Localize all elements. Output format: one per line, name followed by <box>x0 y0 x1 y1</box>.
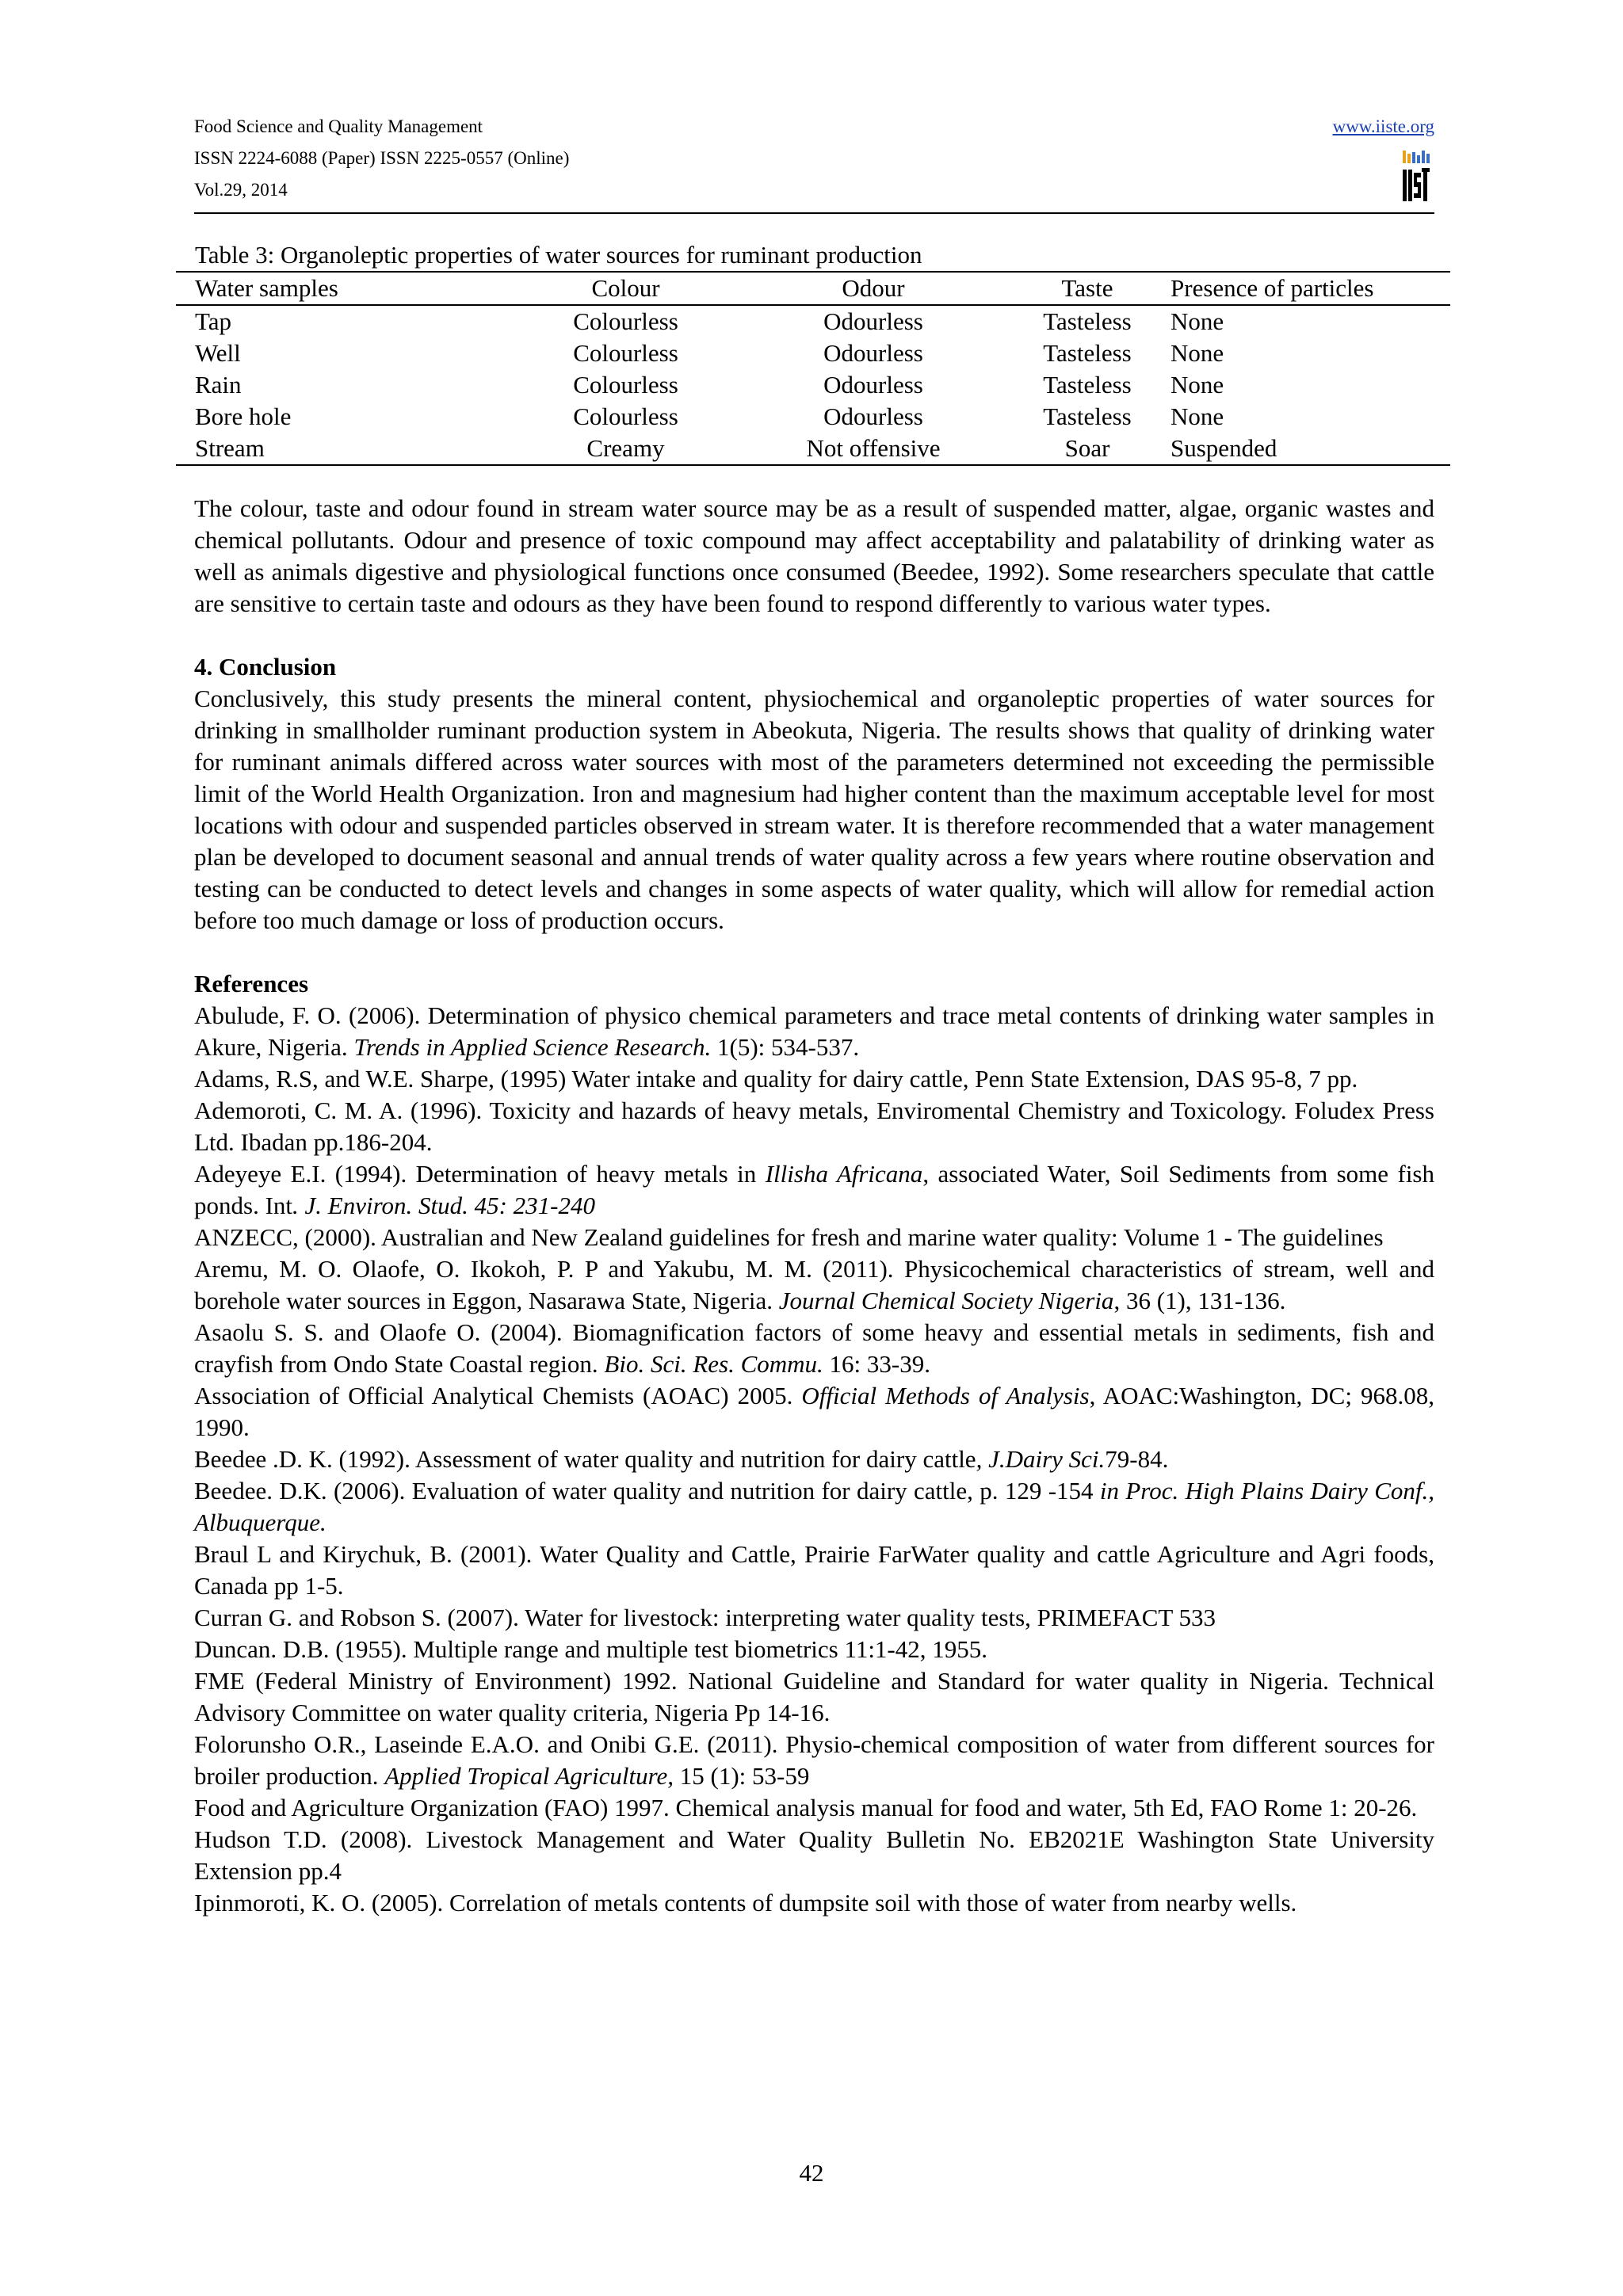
reference-list <box>194 1000 1434 1919</box>
reference-item <box>194 1444 1434 1475</box>
table-cell: Rain <box>195 371 242 399</box>
reference-text-part: Beedee .D. K. (1992). Assessment of water quality and nutrition for dairy cattle <box>194 1445 976 1473</box>
table-cell: Suspended <box>1170 434 1277 462</box>
reference-text-part: 79-84. <box>1105 1445 1169 1473</box>
reference-italic-part: Illisha Africana <box>765 1160 923 1188</box>
reference-italic-part: Trends in Applied Science Research. <box>353 1033 712 1061</box>
reference-item <box>194 1792 1434 1824</box>
discussion-paragraph: The colour, taste and odour found in stream water source may be as a result of suspended matter, algae, organic wastes and chemical pollutants. Odour and presence of toxic compound may affect acceptability and palatability of drinking water as well as animals digestive and physiological functions once consumed (Beedee, 1992). Some researchers speculate that cattle are sensitive to certain taste and odours as they have been found to respond differently to various water types. <box>194 494 1434 617</box>
journal-name: Food Science and Quality Management <box>194 116 483 136</box>
table-cell: Odourless <box>823 402 923 430</box>
column-header: Odour <box>842 274 905 302</box>
reference-item <box>194 1222 1434 1253</box>
table-cell: Bore hole <box>195 402 292 430</box>
reference-text-part: Ipinmoroti, K. O. (2005). Correlation of metals contents of dumpsite soil with those of water from nearby wells. <box>194 1889 1297 1917</box>
table-cell: Colourless <box>573 307 678 335</box>
table-cell: Colourless <box>573 339 678 367</box>
reference-item <box>194 1063 1434 1095</box>
reference-text-part: Ademoroti, C. M. A. (1996). Toxicity and hazards of heavy metals, Enviromental Chemistry and Toxicology. Foludex Press Ltd. Ibadan pp.186-204. <box>194 1097 1434 1156</box>
reference-item <box>194 1380 1434 1444</box>
organoleptic-table <box>176 271 1450 466</box>
volume-line: Vol.29, 2014 <box>194 180 288 200</box>
table-cell: None <box>1170 307 1224 335</box>
reference-text-part: 1(5): 534-537. <box>711 1033 860 1061</box>
reference-text-part: , 36 (1), 131-136. <box>1113 1287 1286 1314</box>
header-divider <box>194 212 1434 214</box>
table-cell: None <box>1170 339 1224 367</box>
table-caption: Table 3: Organoleptic properties of water sources for ruminant production <box>195 241 922 269</box>
reference-item <box>194 1095 1434 1158</box>
reference-text-part: Hudson T.D. (2008). Livestock Management and Water Quality Bulletin No. EB2021E Washington State University Extension pp.4 <box>194 1825 1434 1885</box>
reference-italic-part: Applied Tropical Agriculture, <box>384 1762 674 1790</box>
conclusion-paragraph: Conclusively, this study presents the mineral content, physiochemical and organoleptic properties of water sources for drinking in smallholder ruminant production system in Abeokuta, Nigeria. The results shows that quality of drinking water for ruminant animals differed across water sources with most of the parameters determined not exceeding the permissible limit of the World Health Organization. Iron and magnesium had higher content than the maximum acceptable level for most locations with odour and suspended particles observed in stream water. It is therefore recommended that a water management plan be developed to document seasonal and annual trends of water quality across a few years where routine observation and testing can be conducted to detect levels and changes in some aspects of water quality, which will allow for remedial action before too much damage or loss of production occurs. <box>194 685 1434 934</box>
table-cell: Tap <box>195 307 232 335</box>
references-heading: References <box>194 970 309 997</box>
reference-text-part: Duncan. D.B. (1955). Multiple range and multiple test biometrics 11:1-42, 1955. <box>194 1635 988 1663</box>
iiste-logo-icon <box>1401 149 1431 204</box>
table-cell: Colourless <box>573 371 678 399</box>
organoleptic-table-section <box>176 239 1450 466</box>
table-cell: Odourless <box>823 339 923 367</box>
reference-text-part: Curran G. and Robson S. (2007). Water for livestock: interpreting water quality tests, PRIMEFACT 533 <box>194 1604 1216 1631</box>
reference-text-part: Abulude, F. O. (2006). Determination of physico chemical parameters and trace metal contents of drinking water samples in Akure, Nigeria. <box>194 1001 1434 1061</box>
reference-italic-part: , J.Dairy Sci. <box>976 1445 1106 1473</box>
table-cell: Tasteless <box>1043 371 1132 399</box>
reference-text-part: , AOAC:Washington, DC; 968.08, 1990. <box>194 1382 1434 1441</box>
reference-text-part: 15 (1): 53-59 <box>674 1762 810 1790</box>
reference-italic-part: in Proc. High Plains Dairy Conf., Albuquerque. <box>194 1477 1434 1536</box>
reference-item <box>194 1665 1434 1729</box>
table-header-row <box>176 272 1450 305</box>
reference-italic-part: Bio. Sci. Res. Commu. <box>604 1350 823 1378</box>
conclusion-heading: 4. Conclusion <box>194 653 337 681</box>
table-cell: None <box>1170 402 1224 430</box>
table-row <box>176 305 1450 338</box>
reference-text-part: ANZECC, (2000). Australian and New Zealand guidelines for fresh and marine water quality: Volume 1 - The guidelines <box>194 1223 1384 1251</box>
reference-text-part: , associated Water, Soil Sediments from some fish ponds. Int <box>194 1160 1434 1219</box>
issn-line: ISSN 2224-6088 (Paper) ISSN 2225-0557 (Online) <box>194 148 570 168</box>
reference-italic-part: . J. Environ. Stud. 45: 231-240 <box>292 1192 595 1219</box>
reference-text-part: Adeyeye E.I. (1994). Determination of heavy metals in <box>194 1160 766 1188</box>
reference-item <box>194 1475 1434 1539</box>
table-cell: Stream <box>195 434 265 462</box>
reference-item <box>194 1158 1434 1222</box>
page-number: 42 <box>799 2159 824 2187</box>
table-row <box>176 433 1450 465</box>
reference-item <box>194 1000 1434 1063</box>
table-cell: Soar <box>1064 434 1110 462</box>
column-header: Taste <box>1061 274 1113 302</box>
table-cell: Odourless <box>823 307 923 335</box>
table-row <box>176 401 1450 433</box>
table-cell: Colourless <box>573 402 678 430</box>
table-row <box>176 369 1450 401</box>
reference-text-part: Aremu, M. O. Olaofe, O. Ikokoh, P. P and Yakubu, M. M. (2011). Physicochemical characteristics of stream, well and borehole water sources in Eggon, Nasarawa State, Nigeria. <box>194 1255 1434 1314</box>
reference-item <box>194 1253 1434 1317</box>
reference-item <box>194 1539 1434 1602</box>
reference-italic-part: Official Methods of Analysis <box>801 1382 1090 1409</box>
reference-text-part: Asaolu S. S. and Olaofe O. (2004). Biomagnification factors of some heavy and essential metals in sediments, fish and crayfish from Ondo State Coastal region. <box>194 1318 1434 1378</box>
reference-text-part: Association of Official Analytical Chemists (AOAC) 2005. <box>194 1382 802 1409</box>
table-cell: Tasteless <box>1043 402 1132 430</box>
body-content <box>194 493 1434 1919</box>
table-row <box>176 338 1450 369</box>
reference-text-part: Folorunsho O.R., Laseinde E.A.O. and Onibi G.E. (2011). Physio-chemical composition of water from different sources for broiler production. <box>194 1730 1434 1790</box>
column-header: Water samples <box>195 274 338 302</box>
reference-text-part: Adams, R.S, and W.E. Sharpe, (1995) Water intake and quality for dairy cattle, Penn State Extension, DAS 95-8, 7 pp. <box>194 1065 1358 1093</box>
table-cell: Not offensive <box>806 434 941 462</box>
table-cell: Well <box>195 339 241 367</box>
reference-text-part: Beedee. D.K. (2006). Evaluation of water quality and nutrition for dairy cattle, p. 129 -154 <box>194 1477 1100 1505</box>
reference-item <box>194 1887 1434 1919</box>
table-cell: Creamy <box>586 434 665 462</box>
table-cell: Tasteless <box>1043 307 1132 335</box>
column-header: Presence of particles <box>1170 274 1374 302</box>
table-cell: None <box>1170 371 1224 399</box>
reference-text-part: 16: 33-39. <box>823 1350 930 1378</box>
reference-text-part: Food and Agriculture Organization (FAO) 1997. Chemical analysis manual for food and water, 5th Ed, FAO Rome 1: 20-26. <box>194 1794 1418 1821</box>
journal-url-link[interactable]: www.iiste.org <box>1332 116 1434 136</box>
reference-item <box>194 1729 1434 1792</box>
table-cell: Odourless <box>823 371 923 399</box>
column-header: Colour <box>591 274 660 302</box>
reference-text-part: Braul L and Kirychuk, B. (2001). Water Quality and Cattle, Prairie FarWater quality and cattle Agriculture and Agri foods, Canada pp 1-5. <box>194 1540 1434 1600</box>
reference-item <box>194 1824 1434 1887</box>
reference-item <box>194 1602 1434 1634</box>
reference-item <box>194 1634 1434 1665</box>
reference-text-part: FME (Federal Ministry of Environment) 1992. National Guideline and Standard for water quality in Nigeria. Technical Advisory Committee on water quality criteria, Nigeria Pp 14-16. <box>194 1667 1434 1726</box>
page-header <box>194 111 1434 206</box>
table-cell: Tasteless <box>1043 339 1132 367</box>
reference-italic-part: Journal Chemical Society Nigeria <box>778 1287 1114 1314</box>
reference-item <box>194 1317 1434 1380</box>
